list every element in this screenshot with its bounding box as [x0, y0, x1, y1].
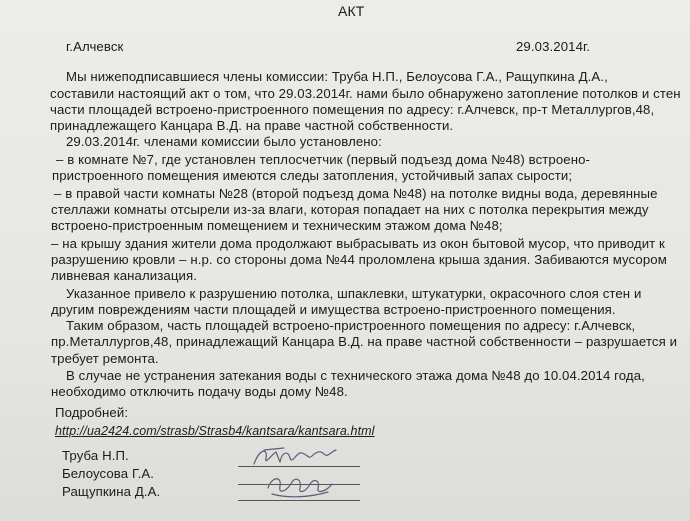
signer-name: Труба Н.П. — [62, 448, 129, 463]
more-label: Подробней: — [55, 405, 129, 420]
text-line: В случае не устранения затекания воды с технического этажа дома №48 до 10.04.2014 года, — [66, 368, 645, 383]
text-line: необходимо отключить подачу воды дому №48. — [51, 384, 348, 399]
text-line: составили настоящий акт о том, что 29.03.2014г. нами было обнаружено затопление потолков и стен — [50, 86, 681, 101]
text-line: ливневая канализация. — [51, 268, 197, 283]
text-line: Мы нижеподписавшиеся члены комиссии: Труба Н.П., Белоусова Г.А., Ращупкина Д.А., — [66, 69, 608, 84]
text-line: – на крышу здания жители дома продолжают выбрасывать из окон бытовой мусор, что приводит к — [51, 236, 665, 251]
signer-name: Ращупкина Д.А. — [62, 484, 161, 499]
text-line: пристроенного помещения имеются следы затопления, устойчивый запах сырости; — [52, 168, 573, 183]
text-line: другим повреждениям части площадей и имущества встроено-пристроенного помещения. — [51, 302, 616, 317]
signature-2 — [262, 470, 342, 500]
signature-1 — [250, 444, 340, 470]
text-line: стеллажи комнаты отсырели из-за влаги, которая попадает на них с потолка перекрытия между — [51, 202, 649, 217]
document-title: АКТ — [338, 3, 365, 19]
text-line: 29.03.2014г. членами комиссии было установлено: — [66, 134, 382, 149]
signer-name: Белоусова Г.А. — [62, 466, 155, 481]
text-line: части площадей встроено-пристроенного помещения по адресу: г.Алчевск, пр-т Металлургов,48, — [50, 102, 655, 117]
text-line: принадлежащего Канцара В.Д. на праве частной собственности. — [50, 118, 454, 133]
text-line: Таким образом, часть площадей встроено-пристроенного помещения по адресу: г.Алчевск, — [66, 318, 636, 333]
text-line: – в комнате №7, где установлен теплосчетчик (первый подъезд дома №48) встроено- — [56, 152, 591, 167]
signature-line — [238, 500, 360, 501]
document-date: 29.03.2014г. — [516, 39, 591, 54]
city: г.Алчевск — [66, 39, 124, 54]
text-line: – в правой части комнаты №28 (второй подъезд дома №48) на потолке видны вода, деревянные — [54, 186, 658, 201]
text-line: Указанное привело к разрушению потолка, шпаклевки, штукатурки, окрасочного слоя стен и — [66, 286, 642, 301]
text-line: требует ремонта. — [51, 351, 159, 366]
text-line: разрушению кровли – н.р. со стороны дома №44 проломлена крыша здания. Забиваются мусором — [51, 252, 667, 267]
source-link[interactable]: http://ua2424.com/strasb/Strasb4/kantsara/kantsara.html — [55, 424, 375, 438]
text-line: пр.Металлургов,48, принадлежащий Канцара В.Д. на праве частной собственности – разрушается и — [51, 334, 678, 349]
text-line: встроено-пристроенным помещением и техническим этажом дома №48; — [51, 218, 503, 233]
